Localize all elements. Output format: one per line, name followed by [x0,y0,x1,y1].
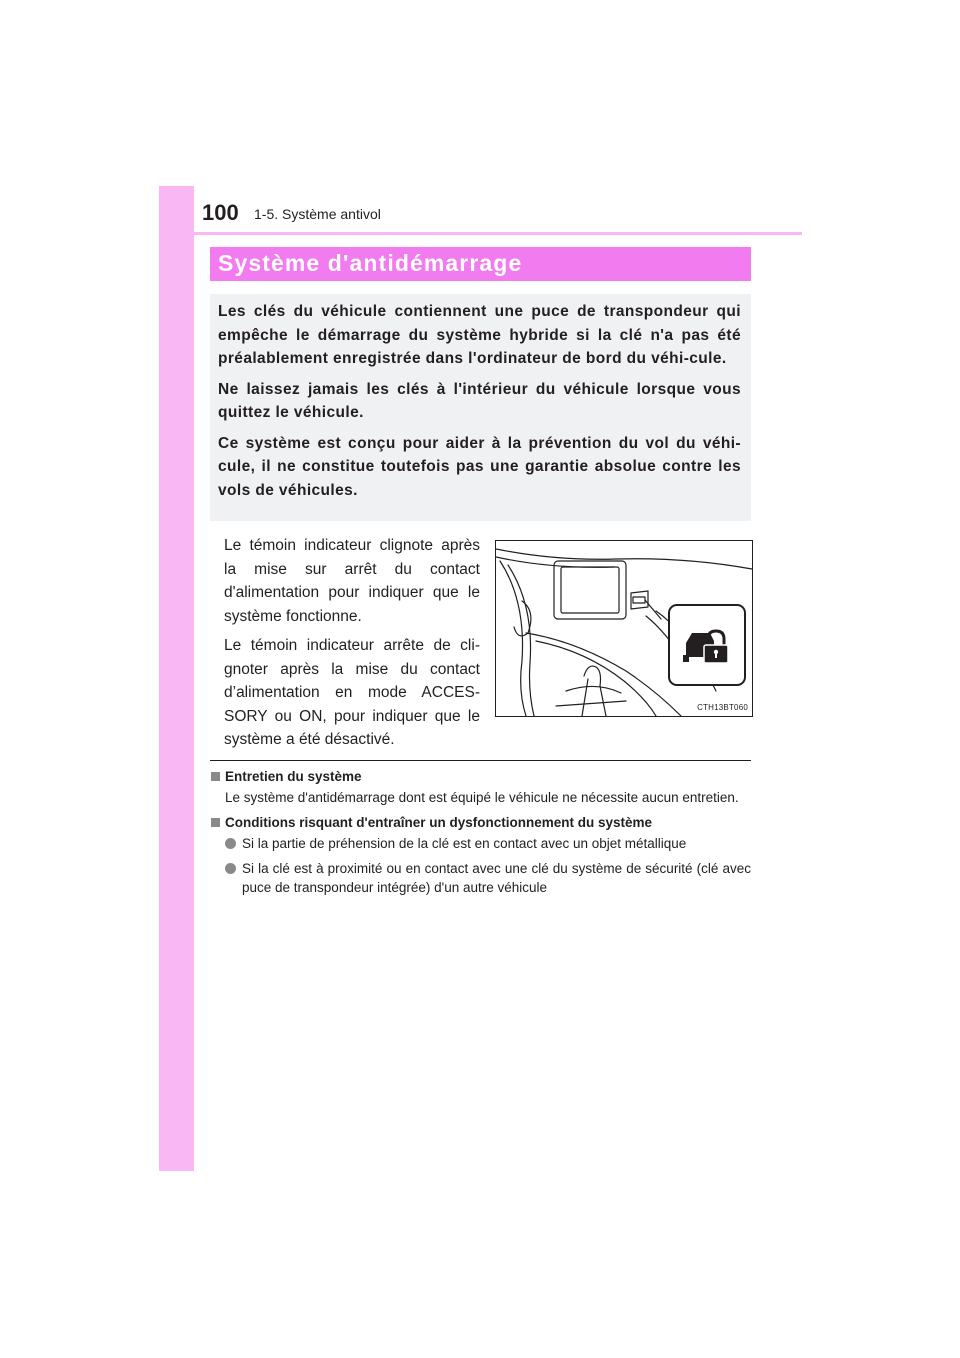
square-bullet-icon [211,772,220,781]
illustration-code: CTH13BT060 [697,703,748,712]
intro-paragraph: Les clés du véhicule contiennent une puce de transpondeur qui empêche le démarrage du système hybride si la clé n'a pas été préalablement enregistrée dans l'ordinateur de bord du véhi-cule. [218,303,741,367]
page-title: Système d'antidémarrage [218,250,523,276]
list-item-text: Si la clé est à proximité ou en contact avec une clé du système de sécurité (clé avec puce de transpondeur intégrée) d'un autre véhicule [242,861,751,895]
intro-box [210,294,751,521]
side-band [159,186,194,1171]
title-bar [210,247,751,281]
page-number: 100 [202,200,239,225]
list-item-text: Si la partie de préhension de la clé est en contact avec un objet métallique [242,836,687,851]
list-item [210,834,751,853]
dashboard-drawing [496,541,752,716]
note-heading-text: Entretien du système [225,769,362,784]
body-paragraph: Le témoin indicateur arrête de cli-gnoter après la mise du contact d’alimentation en mode ACCES-SORY ou ON, pour indiquer que le système a été désactivé. [224,637,480,748]
body-column [224,534,480,758]
intro-paragraph: Ne laissez jamais les clés à l'intérieur du véhicule lorsque vous quittez le véhicule. [218,380,741,421]
note-text: Le système d'antidémarrage dont est équipé le véhicule ne nécessite aucun entretien. [225,790,739,805]
round-bullet-icon [225,863,236,874]
square-bullet-icon [211,818,220,827]
note-heading [210,767,751,786]
dashboard-illustration [495,540,753,717]
intro-paragraph: Ce système est conçu pour aider à la prévention du vol du véhi-cule, il ne constitue toutefois pas une garantie absolue contre les vols de véhicules. [218,434,741,499]
list-item [210,859,751,897]
section-label: 1-5. Système antivol [254,206,381,222]
note-heading [210,813,751,832]
body-paragraph: Le témoin indicateur clignote après la mise sur arrêt du contact d'alimentation pour indiquer que le système fonctionne. [224,537,480,625]
section-divider [210,760,751,761]
round-bullet-icon [225,838,236,849]
notes-section [210,767,751,903]
note-heading-text: Conditions risquant d'entraîner un dysfonctionnement du système [225,815,653,830]
header-rule [194,232,802,235]
